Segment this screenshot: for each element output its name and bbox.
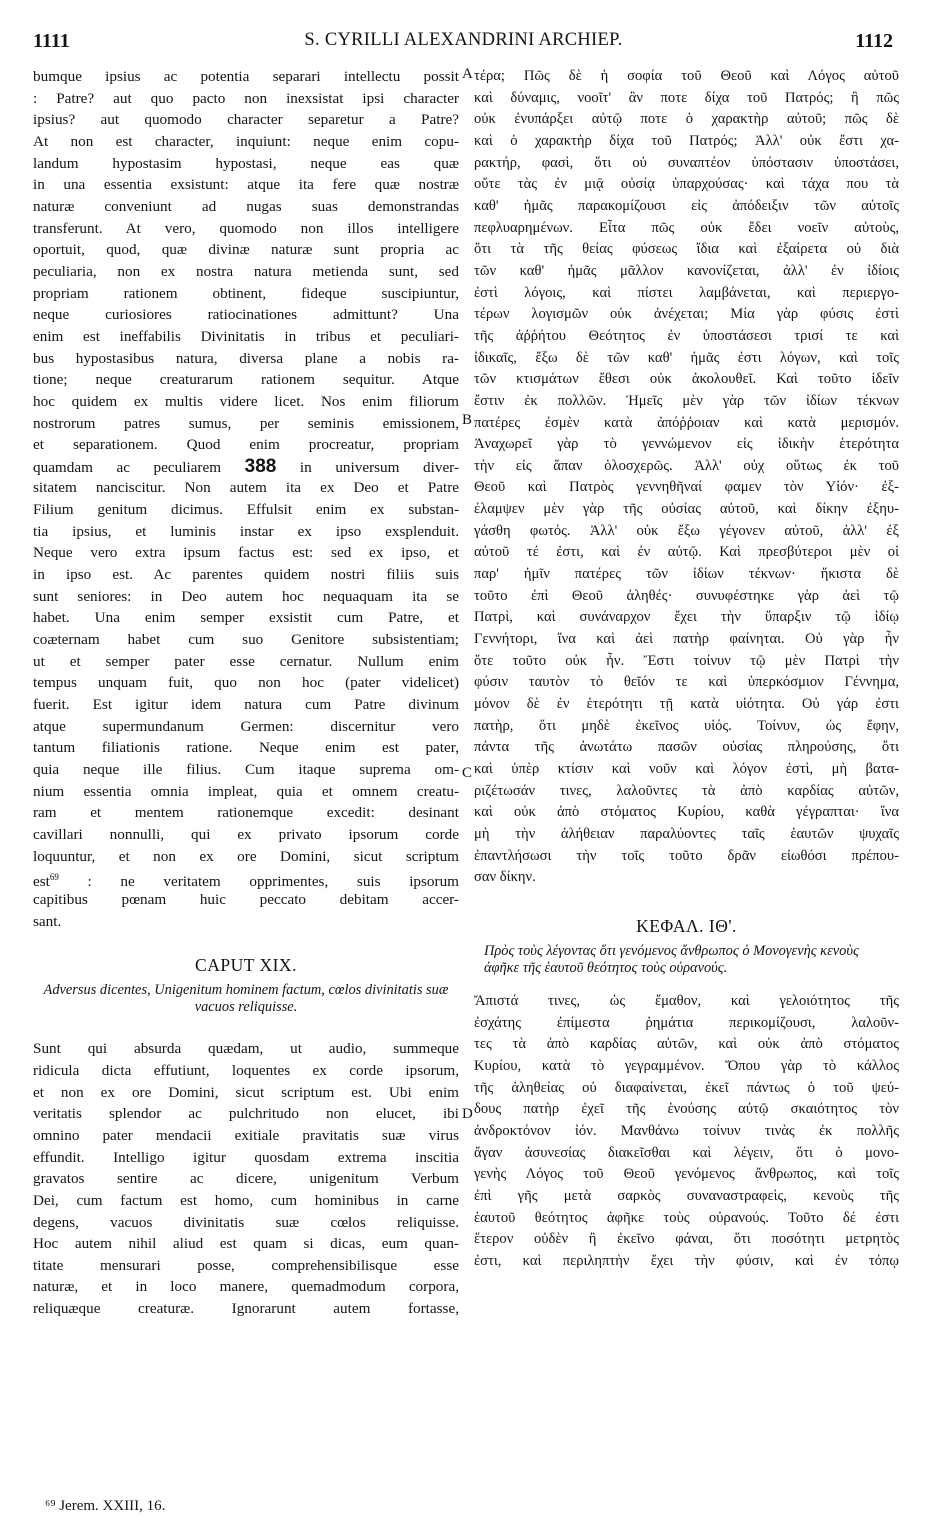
text-line: transferunt. At vero, quomodo non illos intelligere [33, 219, 459, 237]
text-line: Κυρίου, κατὰ τὸ γεγραμμένον. Ὅπου γὰρ τὸ κάλλος [474, 1057, 899, 1074]
text-line: μὴ τὴν ἀλήθειαν παραλύοντες ταῖς ἑαυτῶν ψυχαῖς [474, 825, 899, 842]
text-line: ἕτερον οὐδὲν ἢ ἐκεῖνο φάναι, ὅτι ποσότητι μετρητὸς [474, 1231, 899, 1248]
greek-paragraph-1 [474, 66, 899, 889]
text-line: ἐπαντλήσωσι τὴν τοῖς τοῦτο δρᾶν εἰωθόσι πρέπου- [474, 847, 899, 864]
text-line: τέρων λογισμῶν οὐκ ἀνέχεται; Μία γὰρ φύσις ἐστὶ [474, 306, 899, 323]
latin-paragraph-4 [33, 1038, 459, 1320]
text-line: sunt seniores: in Deo autem hoc nequaquam ita se [33, 587, 459, 605]
text-line: τῆς ἀληθείας οὐ διαφαίνεται, ἐκεῖ πάντως ὁ τοῦ ψεύ- [474, 1079, 899, 1096]
text-line: in ipso est. Ac parentes quidem nostri filiis suis [33, 566, 459, 584]
text-line: naturæ, et in loco manere, quemadmodum corpora, [33, 1278, 459, 1296]
text-line: ridicula dicta effutiunt, loquentes ex corde ipsorum, [33, 1061, 459, 1079]
text-line: τῆς ἀῤῥήτου Θεότητος ἐν ὑποστάσεσι τρισί τε καὶ [474, 327, 899, 344]
text-line: καθ' ἡμᾶς παρακομίζουσι εἰς ἀπόδειξιν τῶν αὐτοῖς [474, 197, 899, 214]
text-line: γάσθη φωτός. Ἀλλ' οὐκ ἔξω γέγονεν αὐτοῦ, ἀλλ' ἐξ [474, 522, 899, 539]
text-line: τέρα; Πῶς δὲ ἡ σοφία τοῦ Θεοῦ καὶ Λόγος αὐτοῦ [474, 68, 899, 84]
text-line: ἐστι, καὶ περιληπτὴν ἔχει τὴν φύσιν, καὶ ἐν τόπῳ [474, 1252, 899, 1269]
section-marker-d: D [462, 1106, 473, 1122]
chapter-subtitle: Adversus dicentes, Unigenitum hominem factum, cœlos divinitatis suæ vacuos reliquisse. [43, 982, 449, 1016]
text-line: καὶ οὐκ ἀπὸ στόματος Κυρίου, καθὰ γέγραπται· ἵνα [474, 804, 899, 821]
text-line: Πατρὶ, καὶ συνάναρχον ἔχει τὴν ὕπαρξιν τῷ ἰδίῳ [474, 609, 899, 626]
section-marker-a: A [462, 66, 473, 82]
text-line: ἄγαν ἀσυνεσίας διακεῖσθαι καὶ λέγειν, ὅτι ὁ μονο- [474, 1144, 899, 1161]
running-head-title: S. CYRILLI ALEXANDRINI ARCHIEP. [304, 30, 623, 50]
text-line: omnino pater mendacii exitiale pravitatis suæ virus [33, 1126, 459, 1144]
text-line: τῶν κτισμάτων ἔθεσι οὐκ ἀκολουθεῖ. Καὶ τοῦτο ἰδεῖν [474, 371, 899, 388]
text-line: neque curiosiores ratiocinationes admittunt? Una [33, 306, 459, 324]
text-line: ἐπὶ γῆς μετὰ σαρκὸς συναναστραφεὶς, κενοὺς τῆς [474, 1187, 899, 1204]
text-line: μόνον δὲ ἐν ἑτερότητι τῇ κατὰ υἱότητα. Οὐ γάρ ἐστι [474, 696, 899, 713]
text-line: ἑαυτοῦ θεότητος ἀφῆκε τοὺς οὐρανούς. Τοῦτο δέ ἐστι [474, 1209, 899, 1226]
text-line: in una essentia exsistunt: atque ita fere quæ nostræ [33, 176, 459, 194]
text-line: πατέρες ἐσμὲν κατὰ ἀπόῤῥοιαν καὶ κατὰ μερισμόν. [474, 414, 899, 431]
chapter-subtitle-greek: Πρὸς τοὺς λέγοντας ὅτι γενόμενος ἄνθρωπος ὁ Μονογενὴς κενοὺς ἀφῆκε τῆς ἑαυτοῦ θεότητος τοὺς οὐρανούς. [484, 942, 859, 976]
text-line: πάντα τῆς ἀνωτάτω πασῶν οὐσίας πληρούσης, ὅτι [474, 739, 899, 756]
text-line: et non ex ore Domini, sicut scriptum est. Ubi enim [33, 1083, 459, 1101]
text-fragment: in universum diver- [299, 458, 459, 476]
text-line: tione; neque creaturarum rationem sequitur. Atque [33, 371, 459, 389]
text-line: reliquæque creaturæ. Ignorarunt autem fortasse, [33, 1300, 459, 1318]
page-number-left: 1111 [33, 30, 70, 52]
section-marker-c: C [462, 765, 473, 781]
text-line: bumque ipsius ac potentia separari intellectu possit [33, 68, 459, 85]
text-line: τὴν εἰς ἅπαν ὁλοσχερῶς. Ἀλλ' οὐχ οὕτως ἐκ τοῦ [474, 457, 899, 474]
latin-paragraph-2 [33, 477, 459, 867]
text-line: παρ' ἡμῖν πατέρες τῶν ἰδίων τέκνων· ἥκιστα δὲ [474, 566, 899, 583]
chapter-title: CAPUT XIX. [195, 955, 297, 976]
text-line: ἔστιν ἐκ πολλῶν. Ἡμεῖς μὲν γὰρ τῶν ἰδίων τέκνων [474, 392, 899, 409]
text-line: ἰδικαῖς, ἔξω δὲ τῶν καθ' ἡμᾶς ἐστι λόγων, καὶ τοῖς [474, 349, 899, 366]
text-line: cavillari nonnulli, qui ex privato ipsorum corde [33, 825, 459, 843]
text-line: nostrorum patres sumus, per seminis emissionem, [33, 414, 459, 432]
text-line: ριζέτωσάν τινες, λαλοῦντες τὰ ἀπὸ καρδίας αὐτῶν, [474, 782, 899, 799]
text-line: αὐτοῦ τέ ἐστι, καὶ ἐν αὐτῷ. Καὶ πρεσβύτεροι μὲν οἱ [474, 544, 899, 561]
text-line: ὅτε τοῦτο οὐκ ἦν. Ἔστι τοίνυν τῷ μὲν Πατρὶ τὴν [474, 652, 899, 669]
text-line: Neque vero extra ipsum factus est: sed ex ipso, et [33, 544, 459, 562]
text-line: τες τὰ ἀπὸ καρδίας αὐτῶν, καὶ οὐκ ἀπὸ στόματος [474, 1036, 899, 1053]
text-line: sant. [33, 912, 62, 930]
chapter-title-greek: ΚΕΦΑΛ. ΙΘ'. [636, 915, 737, 936]
text-line: coæternam habet cum suo Genitore subsistentiam; [33, 631, 459, 649]
edition-page-number: 388 [244, 455, 277, 477]
text-line: At non est character, inquiunt: neque enim copu- [33, 132, 459, 150]
text-line: ὅτι τὰ τῆς θείας φύσεως ἴδια καὶ ἐξαίρετα οὐ διὰ [474, 241, 899, 258]
footnote-reference: 69 [49, 872, 59, 883]
text-line: τοῦτο ἐπὶ Θεοῦ ἀληθές· συνυφέστηκε γὰρ ἀεὶ τῷ [474, 587, 899, 604]
latin-paragraph-3 [33, 889, 459, 932]
text-line: οὔτε τὰς ἐν μιᾷ οὐσίᾳ ὑπαρχούσας· καὶ τάχα που τὰ [474, 176, 899, 193]
text-line: σαν δίκην. [474, 869, 536, 886]
page-number-right: 1112 [855, 30, 893, 52]
text-line: πεφλυαρημένων. Εἶτα πῶς οὐκ ἔδει νοεῖν αὐτοὺς, [474, 219, 899, 236]
text-line: ρακτήρ, φασὶ, ὅτι οὐ συναπτέον ὑπόστασιν ὑποστάσει, [474, 154, 899, 171]
text-line: δους πατὴρ ἐχεῖ τῆς ἑνούσης αὐτῷ σκαιότητος τὸν [474, 1101, 899, 1118]
text-line: titate mensurari posse, comprehensibilisque esse [33, 1256, 459, 1274]
greek-paragraph-2 [474, 991, 899, 1273]
text-line: πατὴρ, ὅτι μηδὲ ἐκεῖνος υἱός. Τοίνυν, ὡς ἔφην, [474, 717, 899, 734]
text-line: bus hypostasibus natura, diversa plane a nobis ra- [33, 349, 459, 367]
text-line: capitibus pœnam huic peccato debitam accer- [33, 890, 459, 908]
text-line: degens, vacuos divinitatis suæ cœlos reliquisse. [33, 1213, 459, 1231]
text-line: tia ipsius, et luminis instar ex ipso exsplenduit. [33, 522, 459, 540]
text-line: καὶ ὑπὲρ κτίσιν καὶ νοῦν καὶ λόγον ἐστὶ, μὴ βατα- [474, 761, 899, 777]
text-line: nium essentia omnia impleat, quia et omnem creatu- [33, 782, 459, 800]
text-line: έλαμψεν μὲν γὰρ τῆς οὐσίας αὐτοῦ, καὶ δίκην ἐξηυ- [474, 501, 899, 518]
latin-column [33, 66, 459, 1320]
section-marker-b: B [462, 412, 473, 428]
text-line: loquuntur, et non ex ore Domini, sicut scriptum [33, 847, 459, 865]
text-line: habet. Una enim semper exsistit cum Patre, et [33, 609, 459, 627]
text-line: τῶν καθ' ἡμᾶς μᾶλλον κανονίζεται, ἀλλ' ἐν ἰδίοις [474, 262, 899, 279]
running-header [0, 30, 927, 60]
text-line: oportuit, quod, quæ divinæ naturæ sunt propria ac [33, 241, 459, 259]
text-line: ἐσχάτης ἐπίμεστα ῥημάτια περικομίζουσι, λαλοῦν- [474, 1014, 899, 1031]
text-fragment: : ne veritatem opprimentes, suis ipsorum [87, 873, 459, 889]
text-line: καὶ δύναμις, νοοῖτ' ἂν ποτε δίχα τοῦ Πατρός; ἢ πῶς [474, 89, 899, 106]
text-line: propriam rationem obtinent, fideque suscipiuntur, [33, 284, 459, 302]
text-line: peculiaria, non ex nostra natura metienda sunt, sed [33, 262, 459, 280]
text-line: ἀνδροκτόνον ἰόν. Μανθάνω τοίνυν τινὰς ἐκ πολλῆς [474, 1122, 899, 1139]
text-line: atque supermundanum Germen: discernitur vero [33, 717, 459, 735]
text-line: : Patre? aut quo pacto non inexsistat ipsi character [33, 89, 459, 107]
text-line: tempus unquam fuit, quo non hoc (pater videlicet) [33, 674, 459, 692]
text-line: gravatos sentire ac dicere, unigenitum Verbum [33, 1170, 459, 1188]
text-line: Sunt qui absurda quædam, ut audio, summeque [33, 1040, 459, 1058]
text-line: ipsius? aut quomodo character separetur a Patre? [33, 111, 459, 129]
text-line: καὶ ὁ χαρακτὴρ δίχα τοῦ Πατρός; Ἀλλ' οὐκ ἔστι χα- [474, 132, 899, 149]
text-line: ἐστὶ λόγοις, καὶ πίστει λαμβάνεται, καὶ περιεργο- [474, 284, 899, 301]
text-line: et separationem. Quod enim procreatur, propriam [33, 436, 459, 454]
text-line: γενὴς Λόγος τοῦ Θεοῦ γενόμενος ἄνθρωπος, καὶ τοῖς [474, 1166, 899, 1183]
text-line: ut et semper pater esse cernatur. Nullum enim [33, 652, 459, 670]
text-line: Ἄπιστά τινες, ὡς ἔμαθον, καὶ γελοιότητος τῆς [474, 992, 899, 1009]
text-line: Dei, cum factum est homo, cum hominibus in carne [33, 1191, 459, 1209]
text-line: naturæ conveniunt ad nugas suas demonstrandas [33, 197, 459, 215]
greek-column [474, 66, 899, 1272]
text-line: φύσιν ταυτὸν τὸ θεῖόν τε καὶ ὑπερκόσμιον Γέννημα, [474, 674, 899, 691]
footnote: ⁶⁹ Jerem. XXIII, 16. [45, 1498, 166, 1514]
text-line: Θεοῦ καὶ Πατρὸς γεννηθῆναί φαμεν τὸν Υἱόν· ἐξ- [474, 479, 899, 496]
text-line [33, 867, 459, 889]
text-line: hoc quidem ex multis videre licet. Nos enim filiorum [33, 392, 459, 410]
text-line: sitatem nanciscitur. Non autem ita ex Deo et Patre [33, 479, 459, 497]
text-line: Filium genitum dicimus. Effulsit enim ex substan- [33, 501, 459, 519]
text-line [33, 456, 459, 478]
text-line: enim est ineffabilis Divinitatis in tribus et peculiari- [33, 327, 459, 345]
text-line: quia neque ille filius. Cum itaque suprema om- [33, 761, 459, 778]
text-line: tantum filiationis ratione. Neque enim est pater, [33, 739, 459, 757]
text-line: fuerit. Est igitur idem natura cum Patre divinum [33, 696, 459, 714]
text-line: landum hypostasim hypostasi, neque eas quæ [33, 154, 459, 172]
text-fragment: est [33, 873, 50, 889]
text-line: Ἀναχωρεῖ γὰρ τὸ γεννώμενον εἰς ἰδικὴν ἑτερότητα [474, 436, 899, 453]
text-line: Hoc autem nihil aliud est quam si dicas, eum quan- [33, 1235, 459, 1253]
text-line: ram et mentem rationemque excedit: desinant [33, 804, 459, 822]
text-line: Γεννήτορι, ἵνα καὶ ἀεὶ πατὴρ φαίνηται. Οὐ γὰρ ἦν [474, 631, 899, 648]
text-line: veritatis splendor ac pulchritudo non elucet, ibi [33, 1105, 459, 1123]
text-line: effundit. Intelligo igitur quosdam extrema inscitia [33, 1148, 459, 1166]
text-line: οὐκ ἐνυπάρξει αὐτῷ ποτε ὁ χαρακτὴρ αὐτοῦ; πῶς δὲ [474, 111, 899, 128]
text-fragment: quamdam ac peculiarem [33, 458, 222, 476]
latin-paragraph-1 [33, 66, 459, 456]
